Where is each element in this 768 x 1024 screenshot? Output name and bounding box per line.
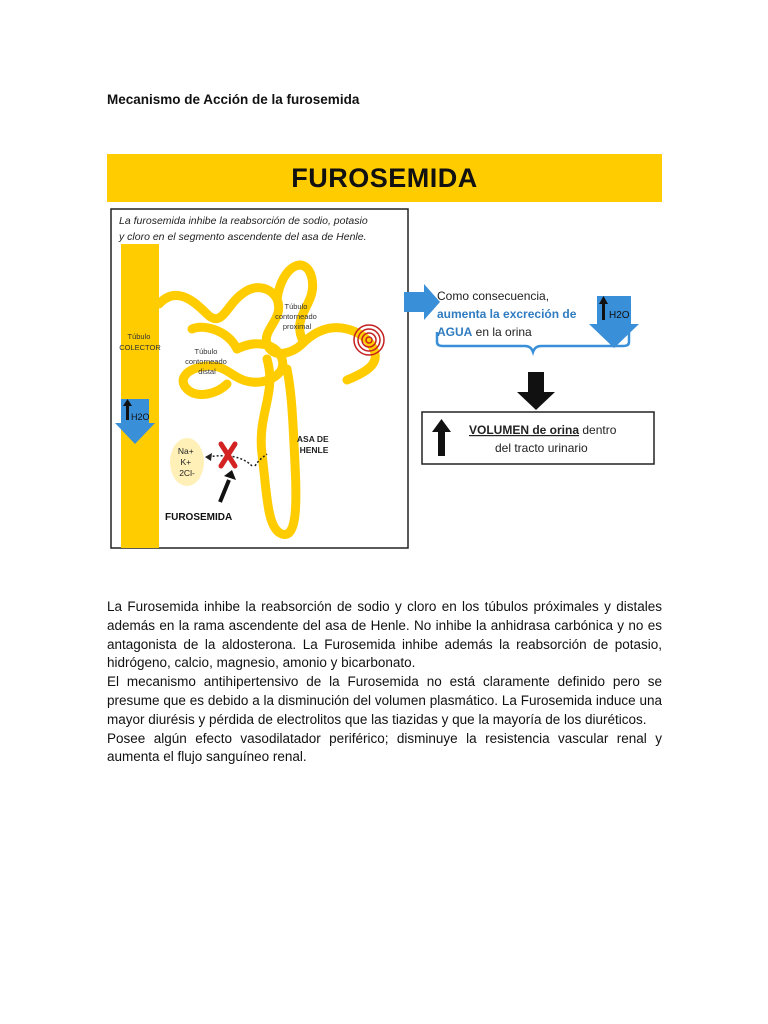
- ion-labels: Na+ K+ 2Cl-: [177, 446, 195, 478]
- result-box: [422, 412, 654, 464]
- consequence-line-3: AGUA en la orina: [437, 325, 532, 339]
- body-paragraph-2: El mecanismo antihipertensivo de la Furosemida no está claramente definido pero se presume que es debido a la disminución del volumen plasmático. La Furosemida induce una mayor diurésis y pérdida de electrolitos que las tiazidas y que la mayoría de los diuréticos.: [107, 674, 662, 727]
- figure-banner-title: FUROSEMIDA: [291, 163, 478, 193]
- result-line-2: del tracto urinario: [495, 441, 588, 455]
- body-text: [107, 598, 662, 767]
- nephron-diagram: [107, 154, 662, 554]
- furosemide-figure: [107, 154, 662, 554]
- intro-line-1: La furosemida inhibe la reabsorción de sodio, potasio: [119, 215, 368, 227]
- body-paragraph-1: La Furosemida inhibe la reabsorción de sodio y cloro en los túbulos próximales y distales además en la rama ascendente del asa de Henle. No inhibe la anhidrasa carbónica y no es antagonista de la aldosterona. La Furosemida inhibe además la reabsorción de potasio, hidrógeno, calcio, magnesio, amonio y bicarbonato.: [107, 599, 662, 671]
- h2o-right-label: H2O: [609, 310, 630, 321]
- label-tubulo-proximal: Túbulo contorneado proximal: [275, 302, 317, 331]
- label-tubulo-distal: Túbulo contorneado distal: [185, 347, 227, 376]
- consequence-line-1: Como consecuencia,: [437, 289, 550, 303]
- consequence-arrow: [404, 284, 440, 320]
- water-excretion-arrow: [589, 296, 639, 348]
- result-down-arrow: [517, 372, 555, 410]
- label-asa-henle: ASA DE HENLE: [296, 434, 329, 455]
- document-title: Mecanismo de Acción de la furosemida: [107, 92, 360, 107]
- collecting-tubule: [121, 244, 159, 548]
- furosemide-label: FUROSEMIDA: [165, 512, 233, 523]
- body-paragraph-3: Posee algún efecto vasodilatador periférico; disminuye la resistencia vascular renal y aumenta el flujo sanguíneo renal.: [107, 730, 662, 765]
- intro-line-2: y cloro en el segmento ascendente del asa de Henle.: [119, 231, 367, 243]
- label-tubulo-colector: Túbulo COLECTOR: [119, 332, 161, 352]
- h2o-left-label: H2O: [131, 412, 150, 422]
- result-line-1: VOLUMEN de orina dentro: [469, 423, 617, 437]
- consequence-line-2: aumenta la excreción de: [437, 307, 577, 321]
